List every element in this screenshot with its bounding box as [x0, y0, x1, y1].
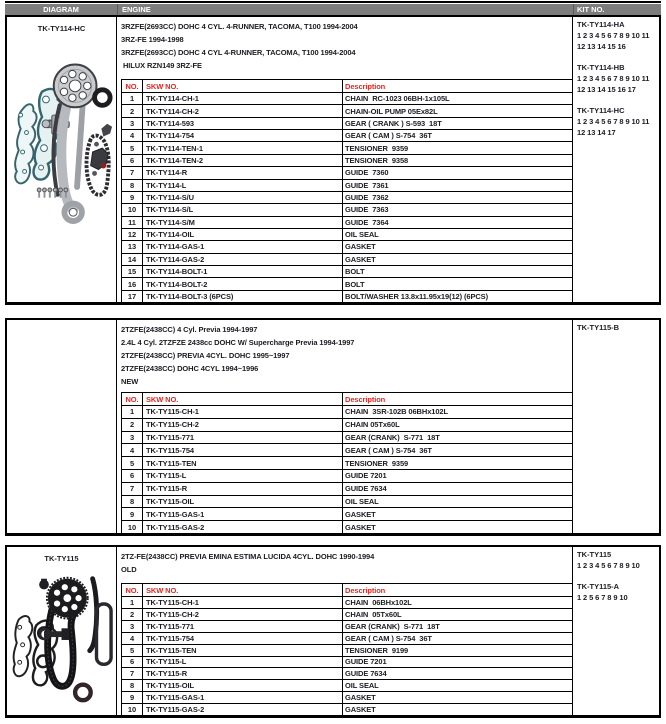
row-sku: TK-TY114-S/U [143, 192, 343, 203]
diagram-label: TK-TY114-HC [37, 24, 86, 33]
row-no: 9 [122, 692, 143, 703]
table-row [122, 167, 572, 179]
engine-cell [117, 547, 573, 715]
diagram-label: TK-TY115 [44, 554, 79, 563]
table-row [122, 496, 572, 509]
diagram-label [7, 320, 116, 327]
row-desc: BOLT [345, 267, 365, 277]
header-no: NO. [122, 80, 143, 92]
parts-table-header [122, 584, 572, 597]
catalog-section [5, 15, 661, 305]
kit-number: TK-TY114-HC [577, 106, 625, 115]
table-row [122, 680, 572, 692]
row-no: 12 [122, 229, 143, 240]
header-sku: SKW NO. [143, 584, 343, 596]
oil-seal-ring [95, 90, 111, 106]
timing-chain-kit-photo-silver [9, 47, 114, 241]
row-no: 4 [122, 633, 143, 644]
table-row [122, 657, 572, 669]
row-no: 6 [122, 657, 143, 668]
column-header-diagram: DIAGRAM [43, 5, 79, 14]
row-no: 4 [122, 130, 143, 141]
row-sku: TK-TY115-L [143, 470, 343, 482]
engine-line: OLD [121, 565, 137, 574]
row-no: 3 [122, 118, 143, 129]
header-desc: Description [345, 394, 386, 404]
table-row [122, 130, 572, 142]
parts-table [121, 79, 572, 302]
row-no: 1 [122, 597, 143, 608]
row-no: 9 [122, 192, 143, 203]
row-no: 13 [122, 241, 143, 252]
kit-list [573, 17, 659, 138]
parts-table [121, 392, 572, 533]
table-row [122, 419, 572, 432]
parts-table-body [122, 93, 572, 302]
row-no: 17 [122, 291, 143, 302]
row-no: 2 [122, 609, 143, 620]
row-desc: TENSIONER 9359 [345, 143, 409, 153]
row-desc: GUIDE 7360 [345, 168, 389, 178]
table-row [122, 406, 572, 419]
row-sku: TK-TY115-754 [143, 444, 343, 456]
engine-lines [117, 17, 572, 72]
row-sku: TK-TY115-CH-2 [143, 609, 343, 620]
row-sku: TK-TY115-GAS-1 [143, 508, 343, 520]
engine-line: 2TZFE(2438CC) DOHC 4CYL 1994~1996 [121, 364, 259, 373]
engine-line: NEW [121, 377, 139, 386]
row-sku: TK-TY115-R [143, 668, 343, 679]
row-desc: GUIDE 7634 [345, 484, 387, 494]
table-row [122, 432, 572, 445]
engine-lines [117, 320, 572, 388]
row-sku: TK-TY114-BOLT-3 (6PCS) [143, 291, 343, 302]
row-desc: GASKET [345, 705, 376, 715]
kit-number: TK-TY115-A [577, 582, 620, 591]
diagram-cell [7, 547, 117, 715]
kit-part-numbers: 1 2 5 6 7 8 9 10 [577, 593, 628, 602]
row-sku: TK-TY114-GAS-2 [143, 254, 343, 265]
table-row [122, 483, 572, 496]
row-desc: GUIDE 7361 [345, 180, 389, 190]
row-desc: CHAIN-OIL PUMP 05Ex82L [345, 106, 438, 116]
kit-cell [573, 547, 659, 715]
row-sku: TK-TY115-OIL [143, 496, 343, 508]
row-sku: TK-TY115-OIL [143, 680, 343, 691]
row-sku: TK-TY114-CH-1 [143, 93, 343, 104]
table-row [122, 278, 572, 290]
row-sku: TK-TY114-BOLT-1 [143, 266, 343, 277]
table-row [122, 118, 572, 130]
row-desc: GUIDE 7201 [345, 657, 387, 667]
kit-cell [573, 17, 659, 302]
row-no: 10 [122, 204, 143, 215]
kit-entry [577, 19, 657, 52]
table-row [122, 291, 572, 302]
engine-line: 3RZFE(2693CC) DOHC 4 CYL 4-RUNNER, TACOMA, T100 1994-2004 [121, 48, 356, 57]
kit-number: TK-TY115-B [577, 323, 620, 332]
table-row [122, 204, 572, 216]
row-desc: GUIDE 7634 [345, 669, 387, 679]
table-row [122, 254, 572, 266]
row-desc: GUIDE 7362 [345, 193, 389, 203]
row-desc: OIL SEAL [345, 496, 379, 506]
table-row [122, 142, 572, 154]
kit-list [573, 547, 659, 603]
table-row [122, 155, 572, 167]
row-sku: TK-TY114-BOLT-2 [143, 278, 343, 289]
column-header-bar [5, 4, 661, 15]
gasket-outline [14, 616, 33, 676]
row-desc: OIL SEAL [345, 230, 379, 240]
row-sku: TK-TY115-GAS-2 [143, 704, 343, 715]
table-row [122, 609, 572, 621]
kit-part-numbers: 1 2 3 4 5 6 7 8 9 10 11 12 13 14 15 16 17 [577, 74, 652, 94]
diagram-cell [7, 320, 117, 533]
row-no: 2 [122, 419, 143, 431]
table-row [122, 597, 572, 609]
table-row [122, 217, 572, 229]
row-no: 3 [122, 621, 143, 632]
row-desc: BOLT/WASHER 13.8x11.95x19(12) (6PCS) [345, 291, 488, 301]
engine-cell [117, 17, 573, 302]
row-no: 1 [122, 406, 143, 418]
engine-lines [117, 547, 572, 576]
row-no: 15 [122, 266, 143, 277]
table-row [122, 470, 572, 483]
engine-line: HILUX RZN149 3RZ-FE [121, 61, 202, 70]
oil-seal-ring [75, 685, 91, 701]
row-desc: GEAR (CRANK) S-771 18T [345, 432, 440, 442]
kit-entry [577, 322, 657, 333]
row-desc: GASKET [345, 509, 376, 519]
row-desc: CHAIN 06BHx102L [345, 597, 412, 607]
parts-table-header [122, 80, 572, 93]
row-no: 8 [122, 180, 143, 191]
row-sku: TK-TY114-593 [143, 118, 343, 129]
header-no: NO. [122, 393, 143, 405]
kit-entry [577, 549, 657, 571]
table-row [122, 266, 572, 278]
row-sku: TK-TY114-754 [143, 130, 343, 141]
table-row [122, 105, 572, 117]
column-header-engine: ENGINE [122, 5, 151, 14]
row-desc: GEAR (CRANK) S-771 18T [345, 621, 440, 631]
row-sku: TK-TY115-771 [143, 621, 343, 632]
row-desc: TENSIONER 9358 [345, 155, 409, 165]
table-row [122, 93, 572, 105]
row-desc: CHAIN 05Tx60L [345, 420, 400, 430]
engine-line: 2TZFE(2438CC) 4 Cyl. Previa 1994-1997 [121, 325, 258, 334]
header-separator [573, 4, 574, 15]
row-no: 6 [122, 470, 143, 482]
table-row [122, 229, 572, 241]
row-no: 9 [122, 508, 143, 520]
diagram-cell [7, 17, 117, 302]
row-sku: TK-TY115-GAS-2 [143, 521, 343, 533]
row-sku: TK-TY114-TEN-1 [143, 142, 343, 153]
kit-number: TK-TY114-HA [577, 20, 625, 29]
row-sku: TK-TY115-L [143, 657, 343, 668]
row-sku: TK-TY115-TEN [143, 457, 343, 469]
header-separator [117, 4, 118, 15]
row-sku: TK-TY115-R [143, 483, 343, 495]
row-desc: GEAR ( CAM ) S-754 36T [345, 445, 432, 455]
header-desc: Description [345, 81, 386, 91]
row-no: 8 [122, 680, 143, 691]
row-desc: OIL SEAL [345, 681, 379, 691]
catalog-section [5, 318, 661, 536]
row-desc: BOLT [345, 279, 365, 289]
row-desc: CHAIN 3SR-102B 06BHx102L [345, 407, 448, 417]
row-sku: TK-TY114-R [143, 167, 343, 178]
row-sku: TK-TY114-S/M [143, 217, 343, 228]
row-sku: TK-TY115-CH-1 [143, 597, 343, 608]
row-desc: GUIDE 7364 [345, 217, 389, 227]
row-sku: TK-TY114-CH-2 [143, 105, 343, 116]
row-sku: TK-TY114-GAS-1 [143, 241, 343, 252]
row-desc: GEAR ( CAM ) S-754 36T [345, 633, 432, 643]
row-desc: GEAR ( CRANK ) S-593 18T [345, 118, 442, 128]
row-no: 16 [122, 278, 143, 289]
kit-number: TK-TY114-HB [577, 63, 625, 72]
row-no: 4 [122, 444, 143, 456]
row-sku: TK-TY115-TEN [143, 645, 343, 656]
row-desc: GASKET [345, 693, 376, 703]
row-no: 6 [122, 155, 143, 166]
table-row [122, 633, 572, 645]
row-no: 5 [122, 142, 143, 153]
row-sku: TK-TY115-CH-1 [143, 406, 343, 418]
row-no: 8 [122, 496, 143, 508]
header-no: NO. [122, 584, 143, 596]
engine-line: 3RZFE(2693CC) DOHC 4 CYL. 4-RUNNER, TACOMA, T100 1994-2004 [121, 22, 358, 31]
kit-cell [573, 320, 659, 533]
parts-table-header [122, 393, 572, 406]
row-no: 1 [122, 93, 143, 104]
row-desc: TENSIONER 9359 [345, 458, 409, 468]
engine-line: 2.4L 4 Cyl. 2TZFZE 2438cc DOHC W/ Supercharge Previa 1994-1997 [121, 338, 355, 347]
row-sku: TK-TY114-TEN-2 [143, 155, 343, 166]
row-no: 2 [122, 105, 143, 116]
row-sku: TK-TY115-CH-2 [143, 419, 343, 431]
table-row [122, 692, 572, 704]
table-row [122, 192, 572, 204]
row-no: 7 [122, 167, 143, 178]
table-row [122, 444, 572, 457]
table-row [122, 668, 572, 680]
row-desc: GASKET [345, 242, 376, 252]
parts-table-body [122, 597, 572, 715]
page-top-rule [5, 1, 661, 3]
guide-arm [61, 103, 73, 210]
table-row [122, 180, 572, 192]
column-header-kit: KIT NO. [577, 5, 605, 14]
table-row [122, 508, 572, 521]
row-no: 10 [122, 704, 143, 715]
row-no: 5 [122, 645, 143, 656]
header-sku: SKW NO. [143, 80, 343, 92]
row-sku: TK-TY115-754 [143, 633, 343, 644]
table-row [122, 521, 572, 533]
catalog-section [5, 545, 661, 718]
table-row [122, 645, 572, 657]
kit-list [573, 320, 659, 333]
kit-entry [577, 62, 657, 95]
engine-line: 3RZ-FE 1994-1998 [121, 35, 184, 44]
header-sku: SKW NO. [143, 393, 343, 405]
table-row [122, 457, 572, 470]
kit-part-numbers: 1 2 3 4 5 6 7 8 9 10 11 12 13 14 15 16 [577, 31, 652, 51]
row-desc: GASKET [345, 254, 376, 264]
engine-line: 2TZ-FE(2438CC) PREVIA EMINA ESTIMA LUCIDA 4CYL. DOHC 1990-1994 [121, 552, 375, 561]
row-sku: TK-TY115-GAS-1 [143, 692, 343, 703]
row-desc: GASKET [345, 522, 376, 532]
kit-entry [577, 105, 657, 138]
row-no: 7 [122, 483, 143, 495]
table-row [122, 241, 572, 253]
row-no: 11 [122, 217, 143, 228]
timing-chain-kit-photo-black [9, 569, 114, 710]
row-no: 7 [122, 668, 143, 679]
row-desc: CHAIN 05Tx60L [345, 609, 402, 619]
kit-part-numbers: 1 2 3 4 5 6 7 8 9 10 11 12 13 14 17 [577, 117, 652, 137]
row-desc: GEAR ( CAM ) S-754 36T [345, 131, 432, 141]
row-sku: TK-TY115-771 [143, 432, 343, 444]
parts-table-body [122, 406, 572, 533]
row-no: 14 [122, 254, 143, 265]
row-desc: GUIDE 7363 [345, 205, 389, 215]
engine-cell [117, 320, 573, 533]
row-sku: TK-TY114-L [143, 180, 343, 191]
parts-table [121, 583, 572, 715]
header-desc: Description [345, 585, 386, 595]
row-sku: TK-TY114-OIL [143, 229, 343, 240]
row-no: 10 [122, 521, 143, 533]
row-sku: TK-TY114-S/L [143, 204, 343, 215]
table-row [122, 704, 572, 715]
row-desc: GUIDE 7201 [345, 471, 387, 481]
row-no: 5 [122, 457, 143, 469]
kit-entry [577, 581, 657, 603]
kit-part-numbers: 1 2 3 4 5 6 7 8 9 10 [577, 561, 640, 570]
row-desc: CHAIN RC-1023 06BH-1x105L [345, 94, 450, 104]
kit-number: TK-TY115 [577, 550, 612, 559]
row-no: 3 [122, 432, 143, 444]
table-row [122, 621, 572, 633]
engine-line: 2TZFE(2438CC) PREVIA 4CYL. DOHC 1995~1997 [121, 351, 290, 360]
row-desc: TENSIONER 9199 [345, 645, 409, 655]
